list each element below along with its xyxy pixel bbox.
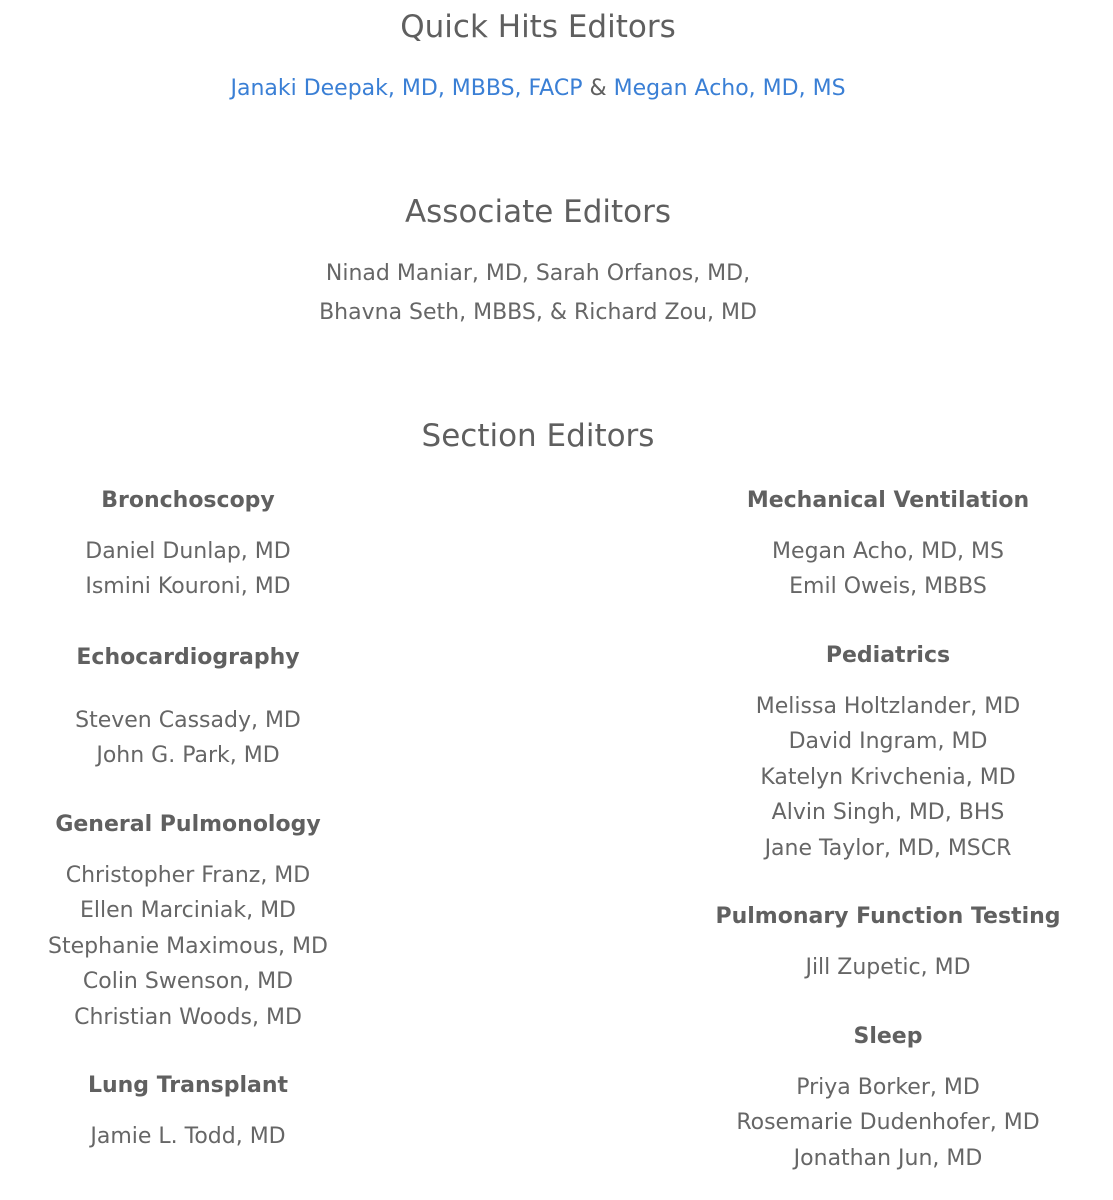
editor-name: Rosemarie Dudenhofer, MD bbox=[736, 1110, 1040, 1136]
section-title-lung-transplant: Lung Transplant bbox=[87, 1073, 289, 1098]
section-title-pediatrics: Pediatrics bbox=[825, 643, 951, 668]
section-names-pediatrics bbox=[700, 689, 1076, 866]
section-title-general-pulmonology: General Pulmonology bbox=[55, 812, 321, 837]
quick-hits-title: Quick Hits Editors bbox=[400, 9, 676, 45]
associate-editors-line-2: Bhavna Seth, MBBS, & Richard Zou, MD bbox=[319, 300, 757, 325]
section-title-pulmonary-function-testing: Pulmonary Function Testing bbox=[715, 904, 1061, 929]
editor-name: Christian Woods, MD bbox=[74, 1004, 302, 1030]
editor-name: Jamie L. Todd, MD bbox=[90, 1124, 286, 1149]
associate-editors-title: Associate Editors bbox=[404, 194, 672, 230]
editor-separator: & bbox=[589, 76, 607, 101]
editor-name: Katelyn Krivchenia, MD bbox=[760, 764, 1016, 790]
section-title-mechanical-ventilation: Mechanical Ventilation bbox=[746, 488, 1030, 513]
section-title-echocardiography: Echocardiography bbox=[76, 645, 300, 670]
section-names-echocardiography bbox=[0, 703, 376, 774]
section-title-sleep: Sleep bbox=[853, 1024, 923, 1049]
editor-name: Jill Zupetic, MD bbox=[805, 955, 971, 980]
editor-name: Stephanie Maximous, MD bbox=[48, 933, 328, 959]
editor-name: Jonathan Jun, MD bbox=[793, 1145, 983, 1171]
section-names-sleep bbox=[700, 1070, 1076, 1176]
section-names-general-pulmonology bbox=[0, 858, 376, 1035]
editor-name: Ismini Kouroni, MD bbox=[85, 574, 291, 600]
section-names-pulmonary-function-testing bbox=[700, 950, 1076, 985]
section-editors-left-column bbox=[0, 0, 376, 1200]
editor-name: Daniel Dunlap, MD bbox=[85, 539, 291, 564]
section-editors-right-column bbox=[700, 0, 1076, 1200]
editor-name: Jane Taylor, MD, MSCR bbox=[764, 835, 1012, 861]
editor-name: Ellen Marciniak, MD bbox=[79, 898, 296, 924]
section-names-lung-transplant bbox=[0, 1119, 376, 1154]
editor-link-janaki-deepak[interactable]: Janaki Deepak, MD, MBBS, FACP bbox=[230, 76, 583, 101]
editor-link-megan-acho[interactable]: Megan Acho, MD, MS bbox=[613, 76, 846, 101]
editor-name: Steven Cassady, MD bbox=[75, 708, 301, 733]
section-title-bronchoscopy: Bronchoscopy bbox=[101, 488, 275, 513]
editor-name: Christopher Franz, MD bbox=[65, 863, 311, 888]
editor-name: Alvin Singh, MD, BHS bbox=[771, 800, 1005, 826]
editor-name: Priya Borker, MD bbox=[796, 1075, 980, 1100]
section-names-bronchoscopy bbox=[0, 534, 376, 605]
editor-name: Colin Swenson, MD bbox=[82, 969, 294, 995]
section-names-mechanical-ventilation bbox=[700, 534, 1076, 605]
editor-name: David Ingram, MD bbox=[788, 729, 988, 755]
editor-name: John G. Park, MD bbox=[96, 743, 280, 769]
editor-name: Melissa Holtzlander, MD bbox=[755, 694, 1021, 719]
editor-name: Megan Acho, MD, MS bbox=[772, 539, 1004, 564]
editor-name: Emil Oweis, MBBS bbox=[789, 574, 987, 600]
associate-editors-line-1: Ninad Maniar, MD, Sarah Orfanos, MD, bbox=[325, 261, 751, 286]
section-editors-title: Section Editors bbox=[421, 418, 655, 454]
